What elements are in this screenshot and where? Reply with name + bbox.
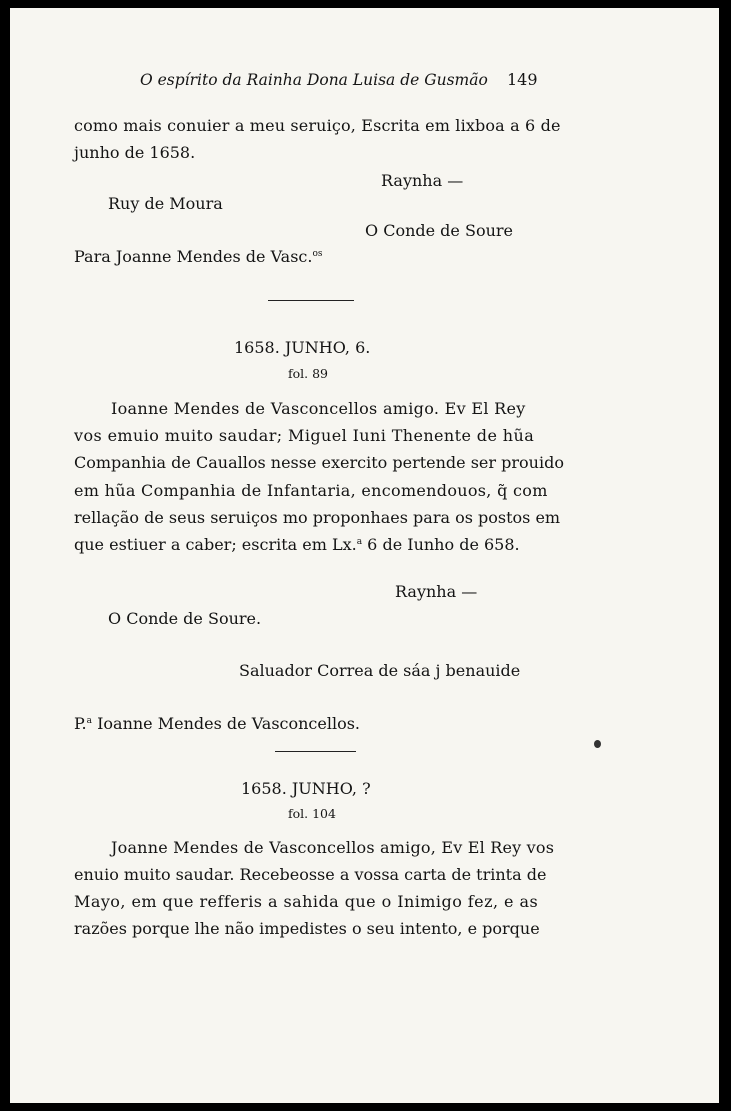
letter3-line-1: Joanne Mendes de Vasconcellos amigo, Ev El Rey vos <box>111 838 555 857</box>
letter2-signature: Raynha — <box>395 582 478 601</box>
ink-speck <box>594 740 601 748</box>
letter1-cosigner-right: O Conde de Soure <box>365 221 513 240</box>
letter3-line-2: enuio muito saudar. Recebeosse a vossa carta de trinta de <box>74 865 547 884</box>
letter2-folio: fol. 89 <box>288 366 329 381</box>
letter2-cosigner-2: Saluador Correa de sáa j benauide <box>239 661 521 680</box>
letter2-line-6 <box>74 535 520 555</box>
letter2-line-4: em hũa Companhia de Infantaria, encomendouos, q̃ com <box>74 481 548 500</box>
letter2-addressee-name: Ioanne Mendes de Vasconcellos. <box>91 714 361 733</box>
letter1-signature: Raynha — <box>381 171 464 190</box>
section-divider-2 <box>275 751 356 752</box>
letter1-line-1: como mais conuier a meu seruiço, Escrita em lixboa a 6 de <box>74 116 561 135</box>
letter3-line-3: Mayo, em que refferis a sahida que o Inimigo fez, e as <box>74 892 539 911</box>
letter1-addressee-sup: os <box>312 249 323 259</box>
letter3-line-4: razões porque lhe não impedistes o seu intento, e porque <box>74 919 540 938</box>
letter2-cosigner-1: O Conde de Soure. <box>108 609 262 628</box>
book-page <box>10 8 719 1103</box>
letter1-line-2: junho de 1658. <box>74 143 196 162</box>
letter2-line-6-date: 6 de Iunho de 658. <box>362 535 520 554</box>
letter3-folio: fol. 104 <box>288 806 336 821</box>
section-divider-1 <box>268 300 354 301</box>
letter2-heading: 1658. JUNHO, 6. <box>234 338 371 357</box>
letter1-addressee <box>74 247 323 267</box>
letter2-line-6-text: que estiuer a caber; escrita em Lx. <box>74 535 357 554</box>
letter2-line-2: vos emuio muito saudar; Miguel Iuni Thenente de hũa <box>74 426 535 445</box>
running-title: O espírito da Rainha Dona Luisa de Gusmão <box>140 71 488 89</box>
letter2-line-6-sup: a <box>356 537 363 547</box>
letter1-cosigner-left: Ruy de Moura <box>108 194 223 213</box>
letter2-line-5: rellação de seus seruiços mo proponhaes para os postos em <box>74 508 561 527</box>
letter1-addressee-text: Para Joanne Mendes de Vasc. <box>74 247 313 266</box>
page-number: 149 <box>507 70 538 89</box>
letter2-addressee-prefix: P. <box>74 714 87 733</box>
letter3-heading: 1658. JUNHO, ? <box>241 779 371 798</box>
letter2-line-1: Ioanne Mendes de Vasconcellos amigo. Ev El Rey <box>111 399 526 418</box>
letter2-addressee <box>74 714 360 734</box>
letter2-line-3: Companhia de Cauallos nesse exercito pertende ser prouido <box>74 453 564 472</box>
letter2-addressee-sup: a <box>86 716 92 726</box>
